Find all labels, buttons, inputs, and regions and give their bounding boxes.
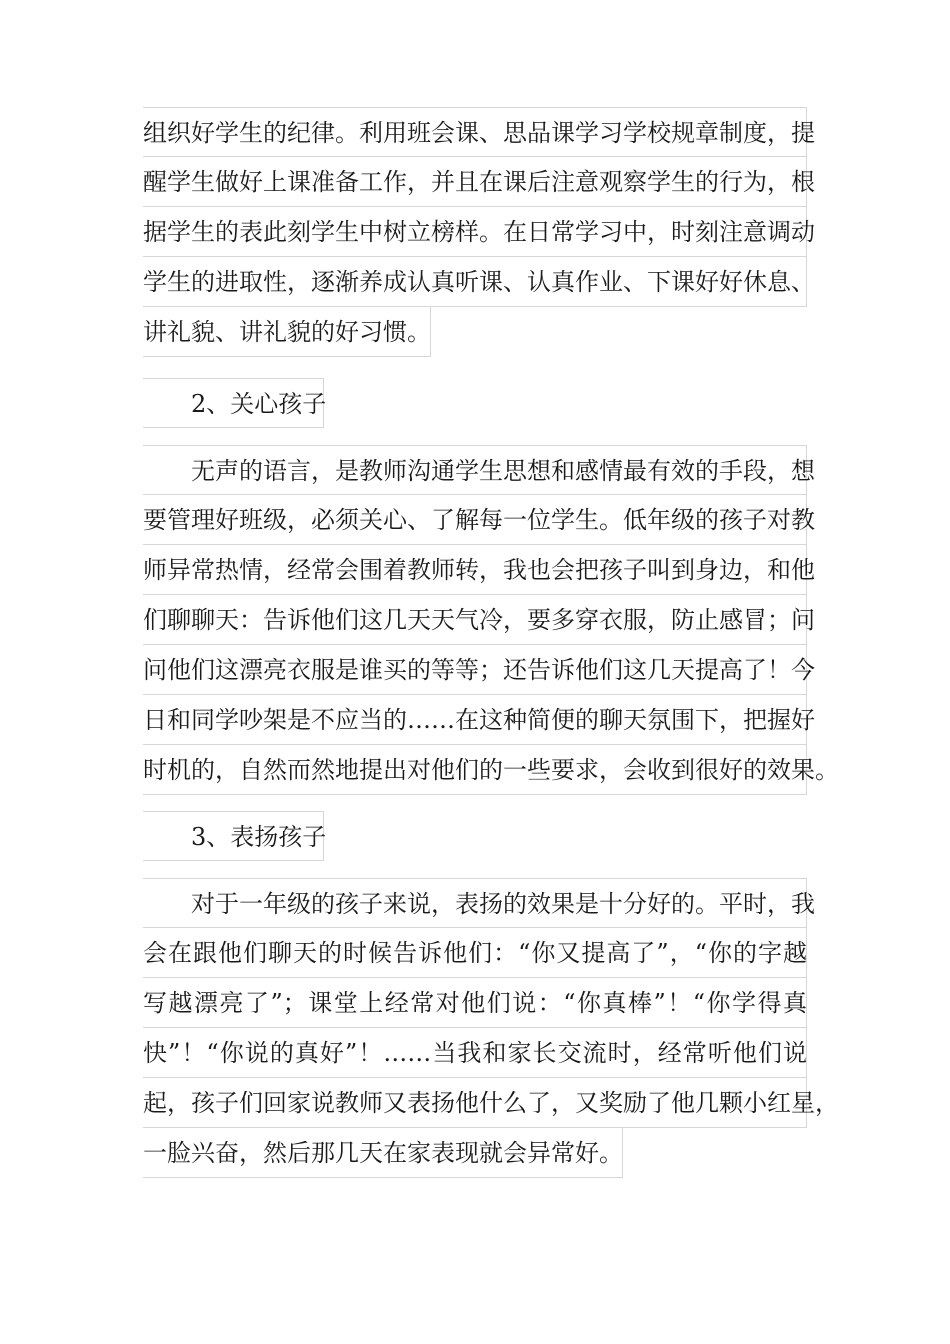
text-line: 学生的进取性，逐渐养成认真听课、认真作业、下课好好休息、	[143, 257, 807, 307]
section-heading	[143, 811, 327, 861]
text-line: 写越漂亮了”；课堂上经常对他们说：“你真棒”！“你学得真	[143, 978, 807, 1028]
text-line: 一脸兴奋，然后那几天在家表现就会异常好。	[143, 1128, 623, 1178]
text-line: 日和同学吵架是不应当的……在这种简便的聊天氛围下，把握好	[143, 695, 807, 745]
text-line: 时机的，自然而然地提出对他们的一些要求，会收到很好的效果。	[143, 745, 807, 795]
heading-text: 3、表扬孩子	[143, 811, 324, 861]
text-line: 会在跟他们聊天的时候告诉他们：“你又提高了”，“你的字越	[143, 928, 807, 978]
text-line: 起，孩子们回家说教师又表扬他什么了，又奖励了他几颗小红星，	[143, 1078, 807, 1128]
text-line: 对于一年级的孩子来说，表扬的效果是十分好的。平时，我	[143, 878, 807, 928]
paragraph-praise	[143, 878, 839, 1178]
text-line: 据学生的表此刻学生中树立榜样。在日常学习中，时刻注意调动	[143, 207, 807, 257]
section-heading	[143, 378, 327, 428]
text-line: 组织好学生的纪律。利用班会课、思品课学习学校规章制度，提	[143, 107, 807, 157]
paragraph-care	[143, 445, 839, 795]
text-line: 快”！“你说的真好”！……当我和家长交流时，经常听他们说	[143, 1028, 807, 1078]
heading-text: 2、关心孩子	[143, 378, 324, 428]
text-line: 醒学生做好上课准备工作，并且在课后注意观察学生的行为，根	[143, 157, 807, 207]
text-line: 要管理好班级，必须关心、了解每一位学生。低年级的孩子对教	[143, 495, 807, 545]
paragraph-discipline	[143, 107, 815, 357]
text-line: 问他们这漂亮衣服是谁买的等等；还告诉他们这几天提高了！今	[143, 645, 807, 695]
text-line: 无声的语言，是教师沟通学生思想和感情最有效的手段，想	[143, 445, 807, 495]
text-line: 们聊聊天：告诉他们这几天天气冷，要多穿衣服，防止感冒；问	[143, 595, 807, 645]
text-line: 讲礼貌、讲礼貌的好习惯。	[143, 307, 431, 357]
text-line: 师异常热情，经常会围着教师转，我也会把孩子叫到身边，和他	[143, 545, 807, 595]
